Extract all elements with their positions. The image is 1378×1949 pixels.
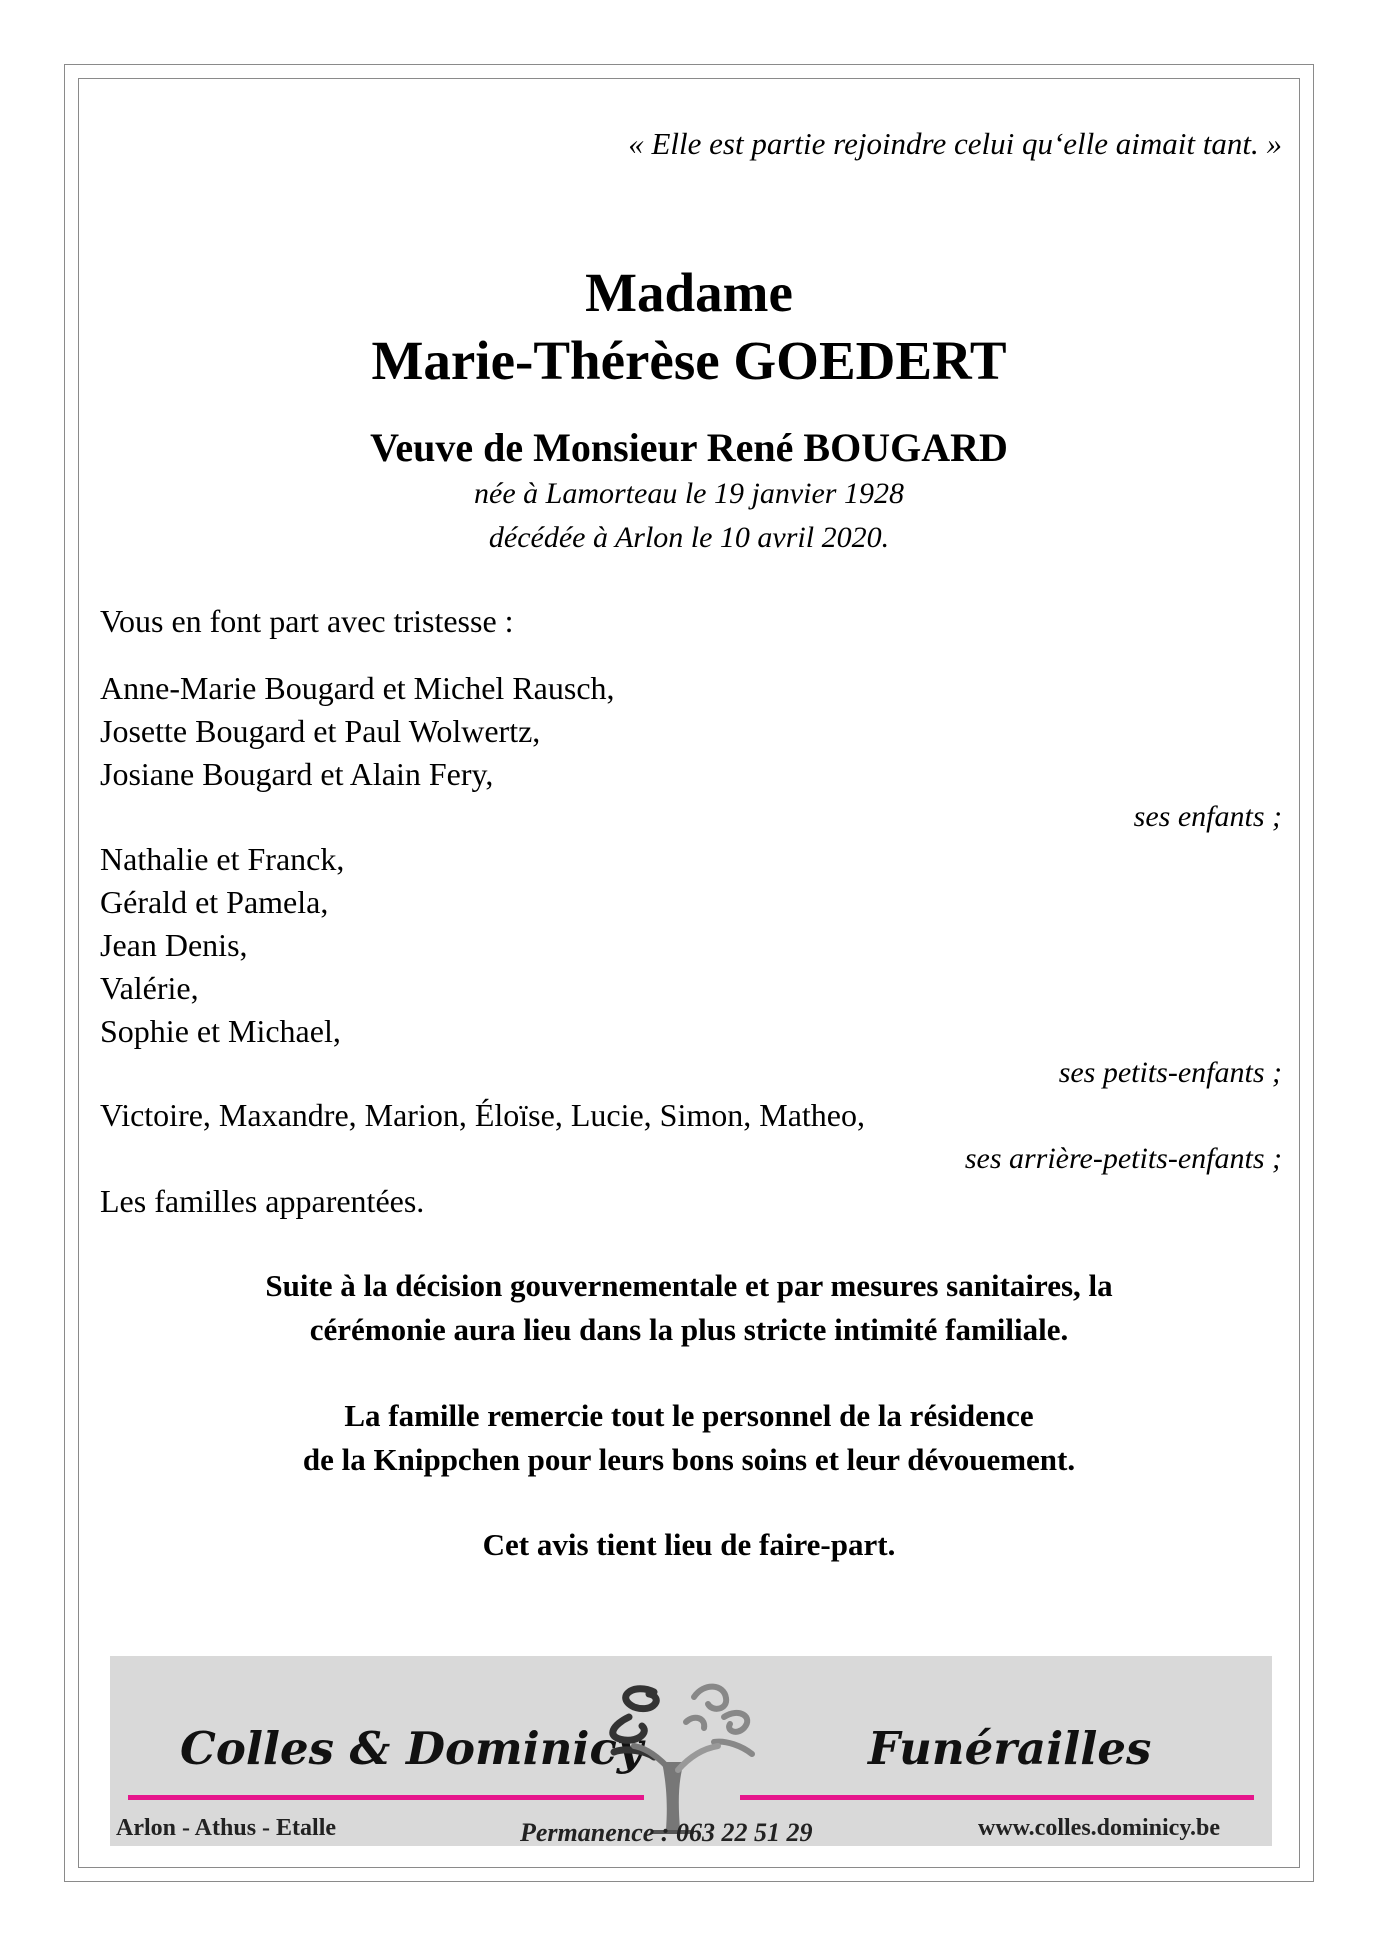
accent-line-left — [128, 1795, 644, 1800]
thanks-line: La famille remercie tout le personnel de la résidence — [344, 1398, 1034, 1433]
accent-line-right — [740, 1795, 1254, 1800]
list-item: Valérie, — [100, 970, 199, 1006]
great-grandchildren-names: Victoire, Maxandre, Marion, Éloïse, Lucie, Simon, Matheo, — [100, 1097, 865, 1133]
list-item: Jean Denis, — [100, 927, 248, 963]
closing-line: Cet avis tient lieu de faire-part. — [482, 1527, 896, 1562]
death-line: décédée à Arlon le 10 avril 2020. — [488, 521, 890, 554]
ceremony-notice-line: cérémonie aura lieu dans la plus stricte intimité familiale. — [309, 1312, 1069, 1347]
epitaph-quote: « Elle est partie rejoindre celui qu‘elle aimait tant. » — [628, 126, 1282, 161]
great-grandchildren-relation: ses arrière-petits-enfants ; — [964, 1142, 1282, 1175]
list-item: Gérald et Pamela, — [100, 884, 329, 920]
list-item: Josiane Bougard et Alain Fery, — [100, 756, 494, 792]
children-relation: ses enfants ; — [1133, 800, 1282, 833]
list-item: Nathalie et Franck, — [100, 841, 345, 877]
list-item: Josette Bougard et Paul Wolwertz, — [100, 713, 541, 749]
birth-line: née à Lamorteau le 19 janvier 1928 — [474, 477, 904, 510]
footer-permanence: Permanence : 063 22 51 29 — [520, 1818, 813, 1847]
list-item: Anne-Marie Bougard et Michel Rausch, — [100, 670, 615, 706]
ceremony-notice-line: Suite à la décision gouvernementale et par mesures sanitaires, la — [265, 1268, 1113, 1303]
brand-left: Colles & Dominicy — [180, 1722, 644, 1775]
deceased-name: Marie-Thérèse GOEDERT — [371, 330, 1007, 391]
footer-locations: Arlon - Athus - Etalle — [116, 1815, 337, 1841]
list-item: Sophie et Michael, — [100, 1013, 341, 1049]
widow-of: Veuve de Monsieur René BOUGARD — [370, 425, 1008, 470]
brand-right: Funérailles — [868, 1722, 1152, 1775]
thanks-line: de la Knippchen pour leurs bons soins et leur dévouement. — [302, 1442, 1076, 1477]
intro-text: Vous en font part avec tristesse : — [100, 603, 514, 639]
families-line: Les familles apparentées. — [100, 1183, 425, 1219]
tree-logo-icon — [594, 1662, 794, 1842]
deceased-title: Madame — [585, 262, 793, 323]
grandchildren-relation: ses petits-enfants ; — [1058, 1056, 1282, 1089]
footer-website: www.colles.dominicy.be — [978, 1815, 1221, 1841]
